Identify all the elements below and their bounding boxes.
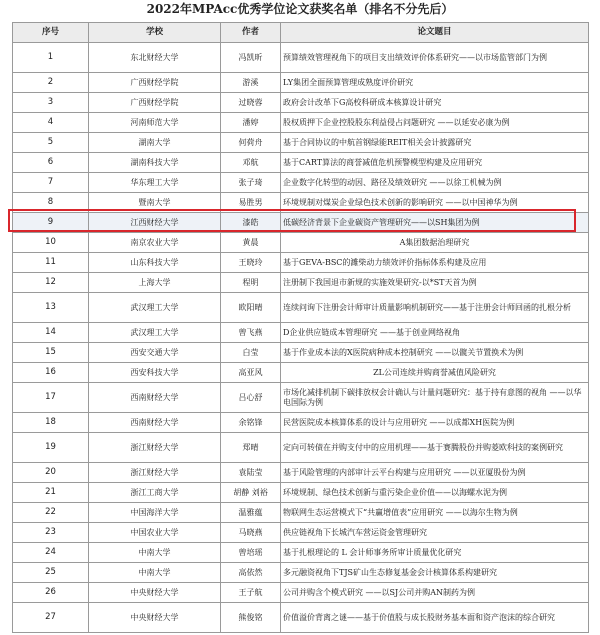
author-cell: 马晓燕 [221, 523, 281, 543]
table-row [13, 213, 589, 233]
school-cell: 浙江财经大学 [89, 463, 221, 483]
award-table [12, 22, 589, 633]
row-number: 4 [13, 113, 89, 133]
author-cell: 高亚风 [221, 363, 281, 383]
author-cell: 漆皓 [221, 213, 281, 233]
table-row [13, 483, 589, 503]
author-cell: 邓航 [221, 153, 281, 173]
row-number: 25 [13, 563, 89, 583]
author-cell: 游溪 [221, 73, 281, 93]
author-cell: 张子琦 [221, 173, 281, 193]
author-cell: 易胜男 [221, 193, 281, 213]
school-cell: 东北财经大学 [89, 43, 221, 73]
author-cell: 潘婷 [221, 113, 281, 133]
table-row [13, 133, 589, 153]
table-row [13, 603, 589, 633]
row-number: 27 [13, 603, 89, 633]
row-number: 17 [13, 383, 89, 413]
table-row [13, 193, 589, 213]
thesis-title-cell: 注册制下我国退市新规的实施效果研究-以*ST天首为例 [281, 273, 589, 293]
table-row [13, 503, 589, 523]
table-row [13, 563, 589, 583]
header-title: 论文题目 [281, 23, 589, 43]
thesis-title-cell: A集团数据治理研究 [281, 233, 589, 253]
thesis-title-cell: 环境规制对煤炭企业绿色技术创新的影响研究 ——以中国神华为例 [281, 193, 589, 213]
school-cell: 上海大学 [89, 273, 221, 293]
row-number: 23 [13, 523, 89, 543]
row-number: 19 [13, 433, 89, 463]
school-cell: 山东科技大学 [89, 253, 221, 273]
school-cell: 南京农业大学 [89, 233, 221, 253]
row-number: 5 [13, 133, 89, 153]
author-cell: 白莹 [221, 343, 281, 363]
header-author: 作者 [221, 23, 281, 43]
row-number: 12 [13, 273, 89, 293]
school-cell: 中南大学 [89, 543, 221, 563]
author-cell: 温雅蕴 [221, 503, 281, 523]
author-cell: 黄晨 [221, 233, 281, 253]
table-row [13, 293, 589, 323]
row-number: 13 [13, 293, 89, 323]
table-row [13, 153, 589, 173]
thesis-title-cell: 民营医院成本核算体系的设计与应用研究 ——以成都XH医院为例 [281, 413, 589, 433]
table-row [13, 323, 589, 343]
table-row [13, 583, 589, 603]
school-cell: 中国农业大学 [89, 523, 221, 543]
author-cell: 过晓蓉 [221, 93, 281, 113]
row-number: 26 [13, 583, 89, 603]
row-number: 7 [13, 173, 89, 193]
table-row [13, 93, 589, 113]
table-header-row [13, 23, 589, 43]
thesis-title-cell: 定向可转债在并购支付中的应用机理——基于赛腾股份并购菱欧科技的案例研究 [281, 433, 589, 463]
table-row [13, 43, 589, 73]
author-cell: 曾培瑶 [221, 543, 281, 563]
school-cell: 广西财经学院 [89, 73, 221, 93]
row-number: 15 [13, 343, 89, 363]
thesis-title-cell: 企业数字化转型的动因、路径及绩效研究 ——以徐工机械为例 [281, 173, 589, 193]
school-cell: 中南大学 [89, 563, 221, 583]
author-cell: 余铭锋 [221, 413, 281, 433]
author-cell: 曾飞燕 [221, 323, 281, 343]
thesis-title-cell: 公司并购含个模式研究 ——以SJ公司并购AN制药为例 [281, 583, 589, 603]
row-number: 20 [13, 463, 89, 483]
author-cell: 郑晴 [221, 433, 281, 463]
author-cell: 欧阳晴 [221, 293, 281, 323]
row-number: 10 [13, 233, 89, 253]
thesis-title-cell: LY集团全面预算管理成熟度评价研究 [281, 73, 589, 93]
school-cell: 江西财经大学 [89, 213, 221, 233]
table-row [13, 413, 589, 433]
school-cell: 暨南大学 [89, 193, 221, 213]
thesis-title-cell: 连续问询下注册会计师审计质量影响机制研究——基于注册会计师回函的扎根分析 [281, 293, 589, 323]
thesis-title-cell: 市场化减排机制下碳排放权会计确认与计量问题研究：基于持有意图的视角 ——以华电国际为例 [281, 383, 589, 413]
author-cell: 吕心舒 [221, 383, 281, 413]
thesis-title-cell: 股权质押下企业控股股东利益侵占问题研究 ——以延安必康为例 [281, 113, 589, 133]
header-school: 学校 [89, 23, 221, 43]
school-cell: 西安科技大学 [89, 363, 221, 383]
school-cell: 中央财经大学 [89, 583, 221, 603]
table-row [13, 543, 589, 563]
table-row [13, 463, 589, 483]
table-row [13, 343, 589, 363]
header-no: 序号 [13, 23, 89, 43]
author-cell: 何荷舟 [221, 133, 281, 153]
row-number: 16 [13, 363, 89, 383]
thesis-title-cell: 价值溢价背离之谜——基于价值股与成长股财务基本面和资产泡沫的综合研究 [281, 603, 589, 633]
row-number: 21 [13, 483, 89, 503]
school-cell: 浙江财经大学 [89, 433, 221, 463]
author-cell: 高依然 [221, 563, 281, 583]
document-title: 2022年MPAcc优秀学位论文获奖名单（排名不分先后） [146, 2, 454, 16]
row-number: 18 [13, 413, 89, 433]
table-row [13, 433, 589, 463]
school-cell: 西安交通大学 [89, 343, 221, 363]
thesis-title-cell: 基于CART算法的商誉减值危机预警模型构建及应用研究 [281, 153, 589, 173]
school-cell: 中央财经大学 [89, 603, 221, 633]
table-row [13, 173, 589, 193]
school-cell: 浙江工商大学 [89, 483, 221, 503]
table-row [13, 363, 589, 383]
school-cell: 湖南大学 [89, 133, 221, 153]
row-number: 2 [13, 73, 89, 93]
thesis-title-cell: 基于扎根理论的 L 会计师事务所审计质量优化研究 [281, 543, 589, 563]
author-cell: 袁陆莹 [221, 463, 281, 483]
row-number: 1 [13, 43, 89, 73]
row-number: 24 [13, 543, 89, 563]
row-number: 3 [13, 93, 89, 113]
school-cell: 湖南科技大学 [89, 153, 221, 173]
thesis-title-cell: 基于合同协议的中航首钢绿能REIT相关会计披露研究 [281, 133, 589, 153]
thesis-title-cell: 基于风险管理的内部审计云平台构建与应用研究 ——以亚厦股份为例 [281, 463, 589, 483]
row-number: 8 [13, 193, 89, 213]
table-row [13, 113, 589, 133]
author-cell: 程明 [221, 273, 281, 293]
thesis-title-cell: ZL公司连续并购商誉减值风险研究 [281, 363, 589, 383]
row-number: 9 [13, 213, 89, 233]
school-cell: 华东理工大学 [89, 173, 221, 193]
author-cell: 冯凯昕 [221, 43, 281, 73]
school-cell: 西南财经大学 [89, 413, 221, 433]
table-row [13, 523, 589, 543]
thesis-title-cell: D企业供应链成本管理研究 ——基于创业网络视角 [281, 323, 589, 343]
school-cell: 西南财经大学 [89, 383, 221, 413]
table-row [13, 253, 589, 273]
school-cell: 中国海洋大学 [89, 503, 221, 523]
row-number: 14 [13, 323, 89, 343]
row-number: 6 [13, 153, 89, 173]
thesis-title-cell: 基于GEVA-BSC的濉柴动力绩效评价指标体系构建及应用 [281, 253, 589, 273]
thesis-title-cell: 多元融资视角下TJS矿山生态修复基金会计核算体系构建研究 [281, 563, 589, 583]
school-cell: 广西财经学院 [89, 93, 221, 113]
school-cell: 河南师范大学 [89, 113, 221, 133]
author-cell: 王晓玲 [221, 253, 281, 273]
thesis-title-cell: 基于作业成本法的X医院病种成本控制研究 ——以髋关节置换术为例 [281, 343, 589, 363]
table-row [13, 273, 589, 293]
thesis-title-cell: 低碳经济背景下企业碳资产管理研究——以SH集团为例 [281, 213, 589, 233]
thesis-title-cell: 环境规制、绿色技术创新与重污染企业价值——以海螺水泥为例 [281, 483, 589, 503]
thesis-title-cell: 预算绩效管理视角下的项目支出绩效评价体系研究——以市场监管部门为例 [281, 43, 589, 73]
author-cell: 胡静 刘裕 [221, 483, 281, 503]
author-cell: 熊俊铭 [221, 603, 281, 633]
school-cell: 武汉理工大学 [89, 293, 221, 323]
thesis-title-cell: 供应链视角下长城汽车营运资金管理研究 [281, 523, 589, 543]
thesis-title-cell: 政府会计改革下G高校科研成本核算设计研究 [281, 93, 589, 113]
row-number: 22 [13, 503, 89, 523]
thesis-title-cell: 物联网生态运营模式下“共赢增值表”应用研究 ——以海尔生物为例 [281, 503, 589, 523]
table-row [13, 73, 589, 93]
school-cell: 武汉理工大学 [89, 323, 221, 343]
table-row [13, 383, 589, 413]
row-number: 11 [13, 253, 89, 273]
table-row [13, 233, 589, 253]
table-body [13, 43, 589, 633]
author-cell: 王子航 [221, 583, 281, 603]
